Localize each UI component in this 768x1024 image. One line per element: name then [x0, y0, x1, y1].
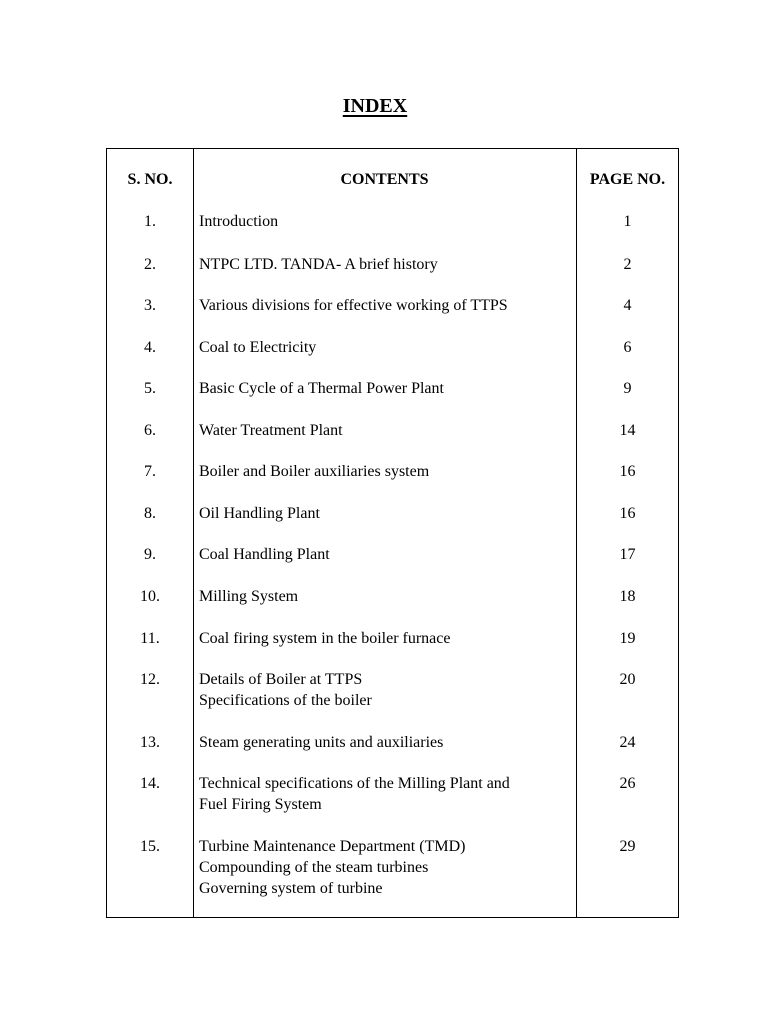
row-sno: 15. — [140, 838, 160, 855]
row-sno: 14. — [140, 775, 160, 792]
row-sno: 8. — [144, 505, 156, 522]
row-contents — [199, 254, 569, 275]
contents-line: Coal firing system in the boiler furnace — [199, 630, 451, 647]
page-title: INDEX — [342, 95, 408, 117]
contents-line: Turbine Maintenance Department (TMD) — [199, 838, 466, 855]
row-page-no: 14 — [619, 422, 636, 439]
row-page-no: 6 — [623, 339, 632, 356]
contents-line: Compounding of the steam turbines — [199, 859, 429, 876]
row-contents — [199, 295, 569, 316]
contents-line: Milling System — [199, 588, 299, 605]
row-page-no: 24 — [619, 734, 636, 751]
row-contents — [199, 669, 569, 711]
contents-line: NTPC LTD. TANDA- A brief history — [199, 256, 438, 273]
contents-line: Technical specifications of the Milling Plant and — [199, 775, 510, 792]
row-page-no: 18 — [619, 588, 636, 605]
contents-line: Coal to Electricity — [199, 339, 317, 356]
row-page-no: 29 — [619, 838, 636, 855]
row-contents — [199, 503, 569, 524]
row-page-no: 20 — [619, 671, 636, 688]
row-sno: 2. — [144, 256, 156, 273]
header-page-no: PAGE NO. — [589, 171, 666, 188]
contents-line: Specifications of the boiler — [199, 692, 372, 709]
row-sno: 4. — [144, 339, 156, 356]
row-page-no: 4 — [623, 297, 632, 314]
row-contents — [199, 773, 569, 815]
row-sno: 6. — [144, 422, 156, 439]
contents-line: Boiler and Boiler auxiliaries system — [199, 463, 430, 480]
row-page-no: 1 — [623, 213, 632, 230]
header-contents: CONTENTS — [340, 171, 429, 188]
row-page-no: 2 — [623, 256, 632, 273]
contents-line: Details of Boiler at TTPS — [199, 671, 363, 688]
row-contents — [199, 420, 569, 441]
contents-line: Basic Cycle of a Thermal Power Plant — [199, 380, 444, 397]
contents-line: Introduction — [199, 213, 279, 230]
row-contents — [199, 544, 569, 565]
contents-line: Coal Handling Plant — [199, 546, 330, 563]
row-contents — [199, 732, 569, 753]
contents-line: Water Treatment Plant — [199, 422, 343, 439]
row-sno: 12. — [140, 671, 160, 688]
row-page-no: 9 — [623, 380, 632, 397]
row-contents — [199, 337, 569, 358]
row-page-no: 19 — [619, 630, 636, 647]
row-contents — [199, 628, 569, 649]
row-contents — [199, 211, 569, 232]
row-sno: 1. — [144, 213, 156, 230]
row-sno: 5. — [144, 380, 156, 397]
contents-line: Various divisions for effective working of TTPS — [199, 297, 508, 314]
row-page-no: 16 — [619, 505, 636, 522]
row-sno: 9. — [144, 546, 156, 563]
row-sno: 3. — [144, 297, 156, 314]
contents-line: Steam generating units and auxiliaries — [199, 734, 444, 751]
contents-line: Oil Handling Plant — [199, 505, 320, 522]
row-page-no: 17 — [619, 546, 636, 563]
row-page-no: 16 — [619, 463, 636, 480]
contents-line: Fuel Firing System — [199, 796, 322, 813]
row-contents — [199, 378, 569, 399]
contents-line: Governing system of turbine — [199, 880, 383, 897]
row-contents — [199, 586, 569, 607]
row-page-no: 26 — [619, 775, 636, 792]
row-sno: 11. — [140, 630, 160, 647]
header-sno: S. NO. — [127, 171, 173, 188]
row-contents — [199, 836, 569, 899]
row-sno: 7. — [144, 463, 156, 480]
index-table — [106, 148, 679, 918]
column-divider — [193, 149, 194, 917]
row-contents — [199, 461, 569, 482]
row-sno: 10. — [140, 588, 160, 605]
row-sno: 13. — [140, 734, 160, 751]
